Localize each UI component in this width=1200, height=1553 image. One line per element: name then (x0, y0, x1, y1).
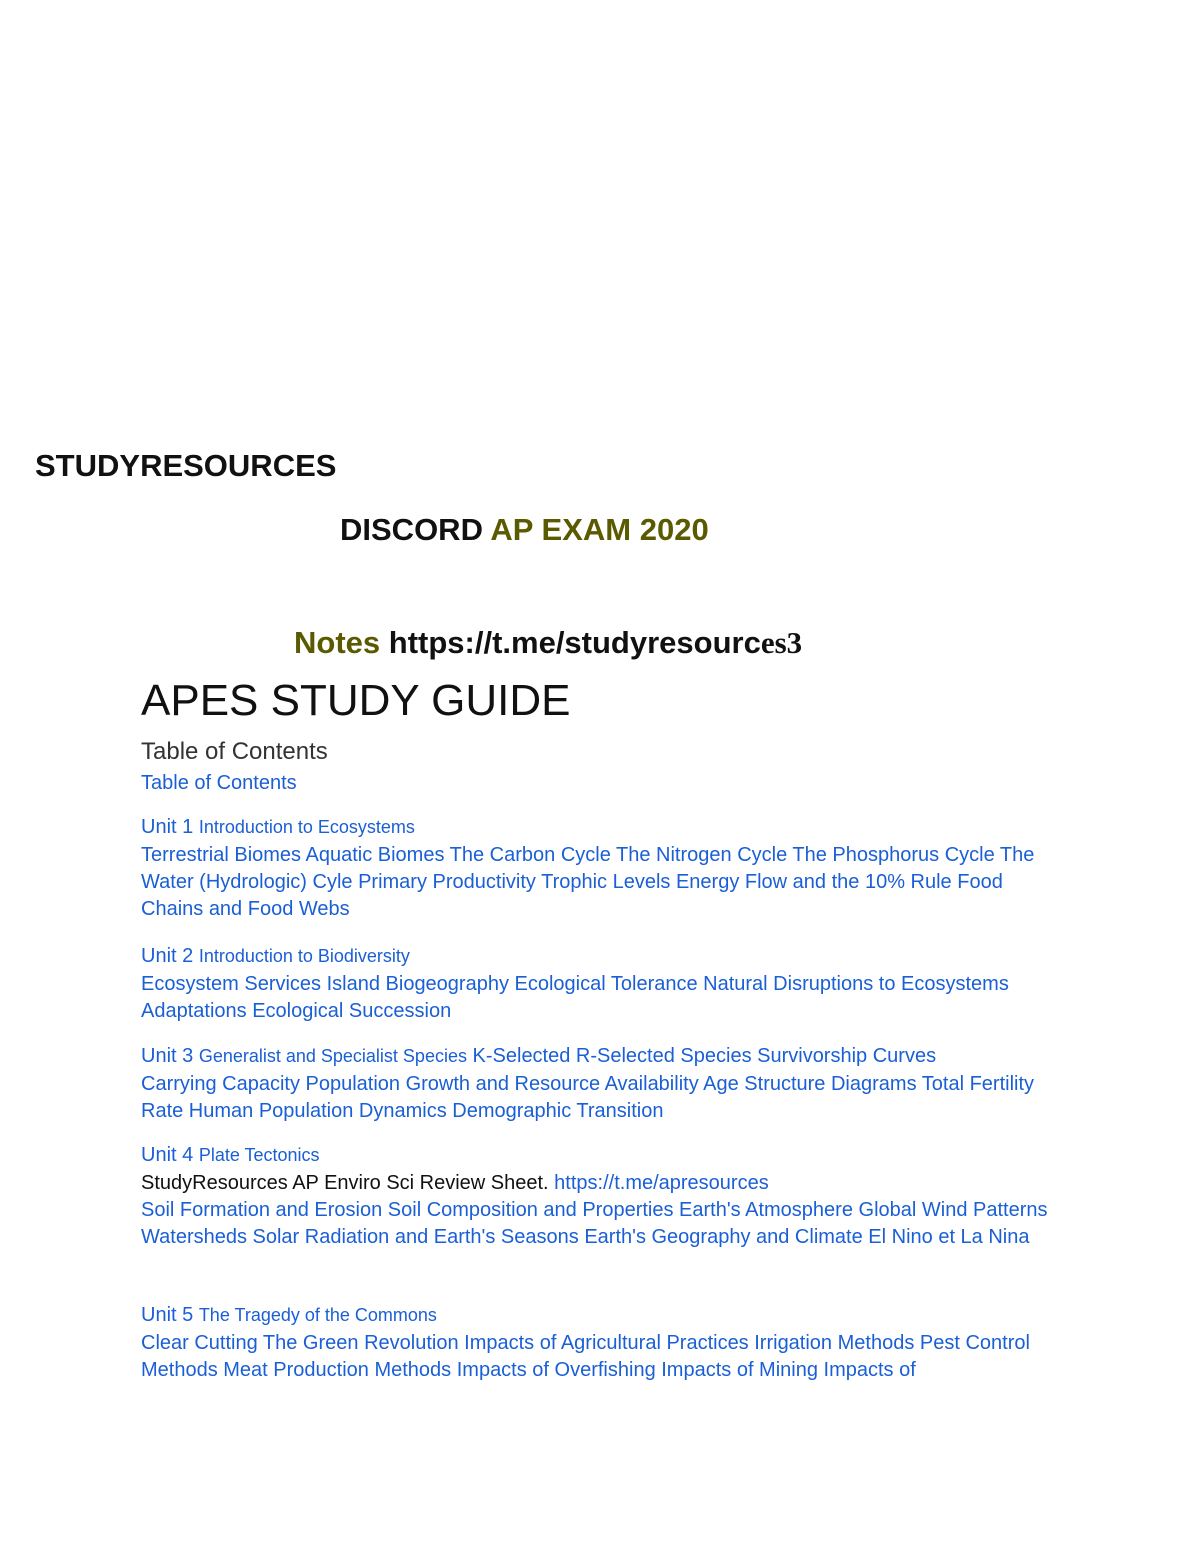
document-title: APES STUDY GUIDE (141, 676, 571, 725)
discord-line (340, 512, 709, 548)
toc-heading: Table of Contents (141, 738, 328, 765)
unit-5-items[interactable]: Clear Cutting The Green Revolution Impacts of Agricultural Practices Irrigation Methods Pest Control Methods Meat Production Methods Impacts of Overfishing Impacts of Mining Impacts of (141, 1332, 1030, 1381)
notes-url-tail: es3 (760, 625, 803, 660)
unit-1-section (141, 812, 1061, 923)
unit-1-topic: Introduction to Ecosystems (198, 817, 415, 837)
notes-url-main: https://t.me/studyresourc (388, 625, 761, 660)
exam-label: AP EXAM 2020 (490, 512, 709, 547)
review-sheet-text: StudyResources AP Enviro Sci Review Sheet. (141, 1172, 549, 1194)
unit-4-items[interactable]: Soil Formation and Erosion Soil Composition and Properties Earth's Atmosphere Global Wind Patterns Watersheds Solar Radiation and Earth's Seasons Earth's Geography and Climate El Nino et La Nina (141, 1199, 1048, 1248)
brand-title: STUDYRESOURCES (35, 448, 337, 483)
unit-4-section (141, 1140, 1061, 1251)
unit-3-number: Unit 3 (141, 1045, 194, 1067)
unit-5-number: Unit 5 (141, 1304, 194, 1326)
unit-3-topic: Generalist and Specialist Species (198, 1046, 467, 1066)
unit-2-number: Unit 2 (141, 945, 194, 967)
unit-4-review-line (141, 1170, 1061, 1197)
unit-2-heading[interactable] (141, 941, 1061, 971)
unit-4-topic: Plate Tectonics (198, 1145, 320, 1165)
unit-2-items[interactable]: Ecosystem Services Island Biogeography Ecological Tolerance Natural Disruptions to Ecosystems Adaptations Ecological Succession (141, 973, 1009, 1022)
unit-1-heading[interactable] (141, 812, 1061, 842)
notes-label: Notes (294, 625, 381, 660)
unit-1-number: Unit 1 (141, 816, 194, 838)
unit-5-section (141, 1300, 1061, 1384)
unit-1-items[interactable]: Terrestrial Biomes Aquatic Biomes The Carbon Cycle The Nitrogen Cycle The Phosphorus Cycle The Water (Hydrologic) Cyle Primary Productivity Trophic Levels Energy Flow and the 10% Rule Food Chains and Food Webs (141, 844, 1035, 920)
unit-4-heading[interactable] (141, 1140, 1061, 1170)
discord-label: DISCORD (340, 512, 483, 547)
unit-2-topic: Introduction to Biodiversity (198, 946, 410, 966)
unit-5-heading[interactable] (141, 1300, 1061, 1330)
unit-3-items[interactable]: Carrying Capacity Population Growth and Resource Availability Age Structure Diagrams Total Fertility Rate Human Population Dynamics Demographic Transition (141, 1073, 1035, 1122)
unit-3-section (141, 1041, 1061, 1125)
unit-3-extra-topics: K-Selected R-Selected Species Survivorship Curves (472, 1045, 937, 1067)
unit-3-heading[interactable] (141, 1041, 1061, 1071)
review-sheet-url[interactable]: https://t.me/apresources (554, 1172, 769, 1194)
notes-line (294, 625, 802, 661)
toc-link[interactable]: Table of Contents (141, 772, 297, 794)
unit-2-section (141, 941, 1061, 1025)
unit-4-number: Unit 4 (141, 1144, 194, 1166)
unit-5-topic: The Tragedy of the Commons (198, 1305, 437, 1325)
notes-url[interactable] (389, 625, 802, 660)
